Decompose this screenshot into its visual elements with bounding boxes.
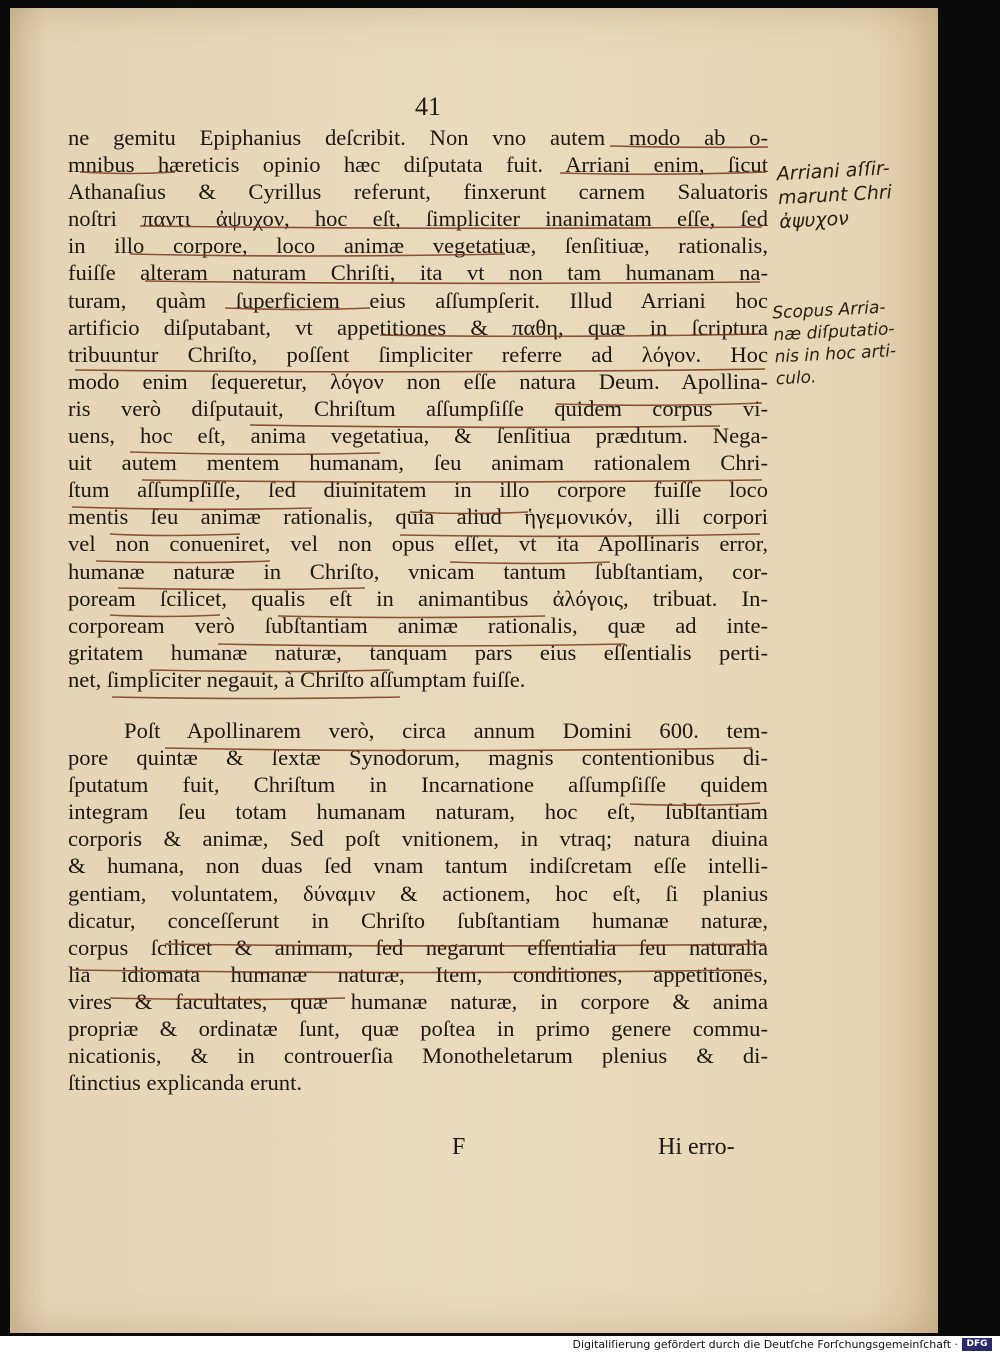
text-line: humanæ naturæ in Chriſto, vnicam tantum ſubſtantiam, cor- bbox=[68, 558, 768, 584]
margin-annotation-text: Scopus Arria- næ diſputatio- nis in hoc arti- culo. bbox=[771, 297, 897, 390]
text-line: tribuuntur Chriſto, poſſent ſimpliciter referre ad λόγον. Hoc bbox=[68, 341, 768, 367]
text-line: corpus ſcilicet & animam, ſed negarunt eſſentialia ſeu naturalia bbox=[68, 934, 768, 960]
text-line: fuiſſe alteram naturam Chriſti, ita vt non tam humanam na- bbox=[68, 260, 768, 286]
text-line: uit autem mentem humanam, ſeu animam rationalem Chri- bbox=[68, 450, 768, 476]
text-line: ſtinctius explicanda erunt. bbox=[68, 1070, 303, 1096]
text-line: mnibus hæreticis opinio hæc diſputata fuit. Arriani enim, ſicut bbox=[68, 152, 768, 178]
text-line: & humana, non duas ſed vnam tantum indiſcretam eſſe intelli- bbox=[68, 853, 768, 879]
text-line: nicationis, & in controuerſia Monotheletarum plenius & di- bbox=[68, 1043, 768, 1069]
paragraph-gap bbox=[68, 693, 768, 717]
text-line: Athanaſius & Cyrillus referunt, finxerunt carnem Saluatoris bbox=[68, 179, 768, 205]
text-line: pore quintæ & ſextæ Synodorum, magnis contentionibus di- bbox=[68, 745, 768, 771]
text-line: vires & facultates, quæ humanæ naturæ, in corpore & anima bbox=[68, 988, 768, 1014]
margin-annotation-text: Arriani aſſir- marunt Chri ἀψυχον bbox=[776, 157, 893, 234]
text-line: artificio diſputabant, vt appetitiones & παθη, quæ in ſcriptura bbox=[68, 314, 768, 340]
margin-annotation bbox=[776, 154, 940, 234]
text-line: gentiam, voluntatem, δύναμιν & actionem, hoc eſt, ſi planius bbox=[68, 880, 768, 906]
footer-credit: Digitaliſierung gefördert durch die Deutſche Forſchungsgemeinſchaft · bbox=[572, 1338, 958, 1351]
margin-annotation bbox=[772, 294, 946, 391]
text-line: poream ſcilicet, qualis eſt in animantibus ἀλόγοις, tribuat. In- bbox=[68, 585, 768, 611]
text-line: corporis & animæ, Sed poſt vnitionem, in vtraq; natura diuina bbox=[68, 826, 768, 852]
signature-mark: F bbox=[452, 1134, 466, 1160]
text-line: ne gemitu Epiphanius deſcribit. Non vno autem modo ab o- bbox=[68, 125, 768, 150]
text-line: uens, hoc eſt, anima vegetatiua, & ſenſitiua prædıtum. Nega- bbox=[68, 423, 768, 449]
text-line: modo enim ſequeretur, λόγον non eſſe natura Deum. Apollina- bbox=[68, 368, 768, 394]
paragraph-2 bbox=[68, 717, 768, 1096]
text-line: turam, quàm ſuperficiem eius aſſumpſerit. Illud Arriani hoc bbox=[68, 287, 768, 313]
text-line: lia idiomata humanæ naturæ, Item, conditiones, appetitiones, bbox=[68, 961, 768, 987]
text-line: ris verò diſputauit, Chriſtum aſſumpſiſſe quidem corpus vi- bbox=[68, 395, 768, 421]
text-line: Poſt Apollinarem verò, circa annum Domini 600. tem- bbox=[124, 717, 768, 743]
page-number: 41 bbox=[415, 92, 441, 121]
text-line: ſtum aſſumpſiſſe, ſed diuinitatem in illo corpore fuiſſe loco bbox=[68, 477, 768, 503]
text-line: corpoream verò ſubſtantiam animæ rationalis, quæ ad inte- bbox=[68, 612, 768, 638]
text-line: propriæ & ordinatæ ſunt, quæ poſtea in primo genere commu- bbox=[68, 1016, 768, 1041]
text-line: vel non conueniret, vel non opus eſſet, vt ita Apollinaris error, bbox=[68, 531, 768, 557]
catchword: Hi erro- bbox=[658, 1134, 735, 1160]
text-line: dicatur, conceſſerunt in Chriſto ſubſtantiam humanæ naturæ, bbox=[68, 907, 768, 933]
text-line: gritatem humanæ naturæ, tanquam pars eius eſſentialis perti- bbox=[68, 639, 768, 665]
body-text bbox=[68, 124, 768, 1096]
text-line: in illo corpore, loco animæ vegetatiuæ, ſenſitiuæ, rationalis, bbox=[68, 233, 768, 259]
text-line: noſtri παντι ἀψυχον, hoc eſt, ſimpliciter inanimatam eſſe, ſed bbox=[68, 206, 768, 232]
text-line: net, ſimpliciter negauit, à Chriſto aſſumptam fuiſſe. bbox=[68, 666, 526, 692]
text-line: mentis ſeu animæ rationalis, quia aliud ἡγεμονικόν, illi corpori bbox=[68, 504, 768, 530]
text-line: integram ſeu totam humanam naturam, hoc eſt, ſubſtantiam bbox=[68, 799, 768, 825]
text-line: ſputatum fuit, Chriſtum in Incarnatione aſſumpſiſſe quidem bbox=[68, 772, 768, 798]
dfg-logo: DFG bbox=[962, 1338, 992, 1351]
paragraph-1 bbox=[68, 124, 768, 693]
